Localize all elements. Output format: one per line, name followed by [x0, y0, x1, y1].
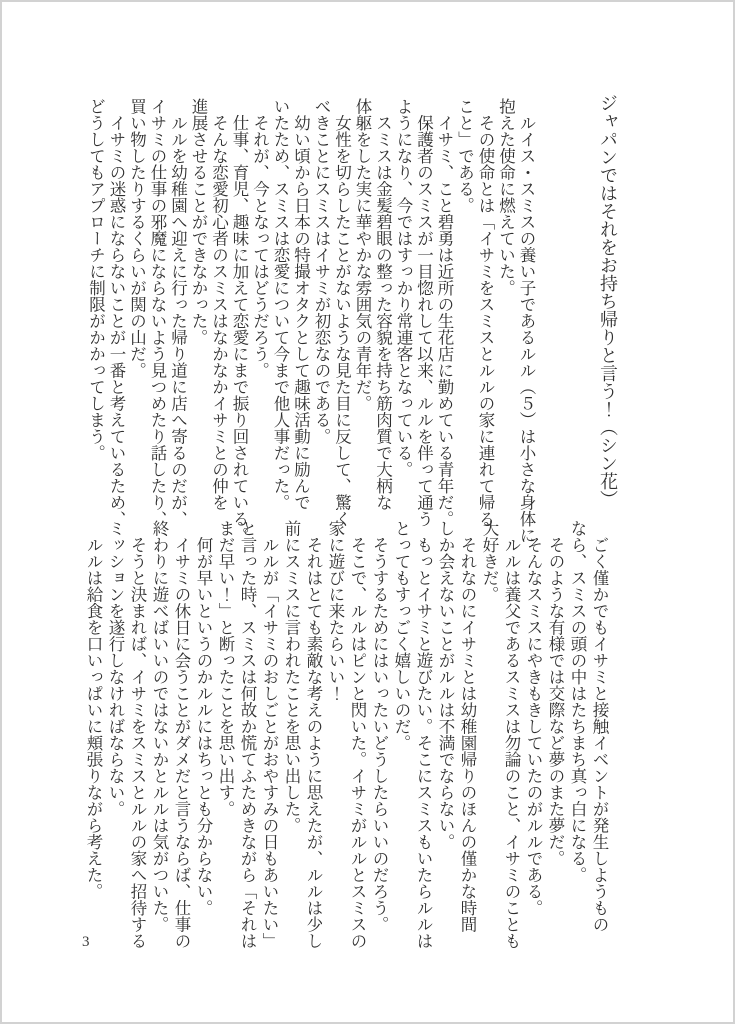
text-line: 進展させることができなかった。 — [189, 98, 208, 346]
text-line: その使命とは「イサミをスミスとルルの家に連れて帰る — [476, 98, 495, 527]
text-line: それなのにイサミとは幼稚園帰りのほんの僅かな時間 — [458, 520, 477, 933]
text-line: 抱えた使命に燃えていた。 — [496, 98, 516, 296]
page-title: ジャパンではそれをお持ち帰りと言う！（シン花） — [598, 94, 618, 508]
text-line: それが、今となってはどうだろう。 — [250, 98, 270, 379]
text-line: そうと決まれば、イサミをスミスとルルの家へ招待する — [128, 520, 147, 949]
text-line: そこで、ルルはピンと閃いた。イサミがルルとスミスの — [348, 520, 367, 949]
text-line: 何が早いというのかルルにはちっとも分からない。 — [194, 520, 213, 916]
body-text-block-1 — [85, 98, 536, 544]
text-line: そのような有様では交際など夢のまた夢だ。 — [546, 520, 565, 867]
text-line: 保護者のスミスが一目惚れして以来、ルルを伴って通う — [414, 98, 434, 527]
text-line: ミッションを遂行しなければならない。 — [106, 520, 125, 817]
text-line: そんなスミスにやきもきしていたのがルルである。 — [524, 520, 543, 916]
text-line: まだ早い！」と断ったことを思い出す。 — [216, 520, 235, 817]
page-number: 3 — [82, 934, 90, 950]
text-line: しか会えないことがルルは不満でならない。 — [436, 520, 455, 850]
text-line: 大好きだ。 — [480, 520, 499, 603]
text-line: イサミの休日に会うことがダメだと言うならば、仕事の — [172, 520, 191, 949]
text-line: そんな恋愛初心者のスミスはなかなかイサミとの仲を — [209, 98, 229, 511]
text-line: 家に遊びに来たらいい！ — [326, 520, 345, 702]
text-line: とってもすっごく嬉しいのだ。 — [392, 520, 411, 751]
text-line: そうするためにはいったいどうしたらいいのだろう。 — [370, 520, 389, 933]
text-line: ごく僅かでもイサミと接触イベントが発生しようもの — [590, 520, 609, 933]
text-line: と言った時、スミスは何故か慌てふためきながら「それは — [238, 520, 257, 949]
text-line: 仕事、育児、趣味に加えて恋愛にまで振り回されている。 — [230, 98, 249, 544]
text-line: 買い物したりするくらいが関の山だ。 — [127, 98, 147, 379]
text-line: 女性を切らしたことがないような見た目に反して、驚く — [332, 98, 352, 527]
text-line: 体躯をした実に華やかな雰囲気の青年だ。 — [353, 98, 372, 412]
text-line: なら、スミスの頭の中はたちまち真っ白になる。 — [568, 520, 587, 883]
text-line: 終わりに遊べばいいのではないかとルルは気がついた。 — [150, 520, 169, 933]
text-line: 前にスミスに言われたことを思い出した。 — [282, 520, 301, 834]
text-line: ルルは給食を口いっぱいに頬張りながら考えた。 — [84, 520, 103, 900]
text-line: イサミの仕事の邪魔にならないよう見つめたり話したり、 — [148, 98, 167, 527]
text-line: スミスは金髪碧眼の整った容貌を持ち筋肉質で大柄な — [373, 98, 393, 511]
text-line: ルルは養父であるスミスは勿論のこと、イサミのことも — [502, 520, 521, 949]
text-line: もっとイサミと遊びたい。そこにスミスもいたらルルは — [414, 520, 433, 949]
text-line: ようになり、今ではすっかり常連客となっている。 — [394, 98, 413, 478]
text-line: イサミ、こと碧勇は近所の生花店に勤めている青年だ。 — [435, 98, 454, 527]
text-line: イサミの迷惑にならないことが一番と考えているため、 — [107, 98, 126, 527]
text-line: どうしてもアプローチに制限がかかってしまう。 — [86, 98, 106, 461]
text-line: 幼い頃から日本の特撮オタクとして趣味活動に励んで — [291, 98, 311, 511]
body-text-block-2 — [82, 520, 610, 949]
text-line: いたため、スミスは恋愛について今まで他人事だった。 — [271, 98, 290, 511]
text-line: それはとても素敵な考えのように思えたが、ルルは少し — [304, 520, 323, 949]
text-line: ルルが「イサミのおしごとがおやすみの日もあいたい」 — [260, 520, 279, 949]
text-line: べきことにスミスはイサミが初恋なのである。 — [312, 98, 331, 445]
text-line: こと」である。 — [455, 98, 475, 214]
text-line: ルイス・スミスの養い子であるルル（５）は小さな身体に — [517, 98, 536, 544]
text-line: ルルを幼稚園へ迎えに行った帰り道に店へ寄るのだが、 — [168, 98, 188, 527]
